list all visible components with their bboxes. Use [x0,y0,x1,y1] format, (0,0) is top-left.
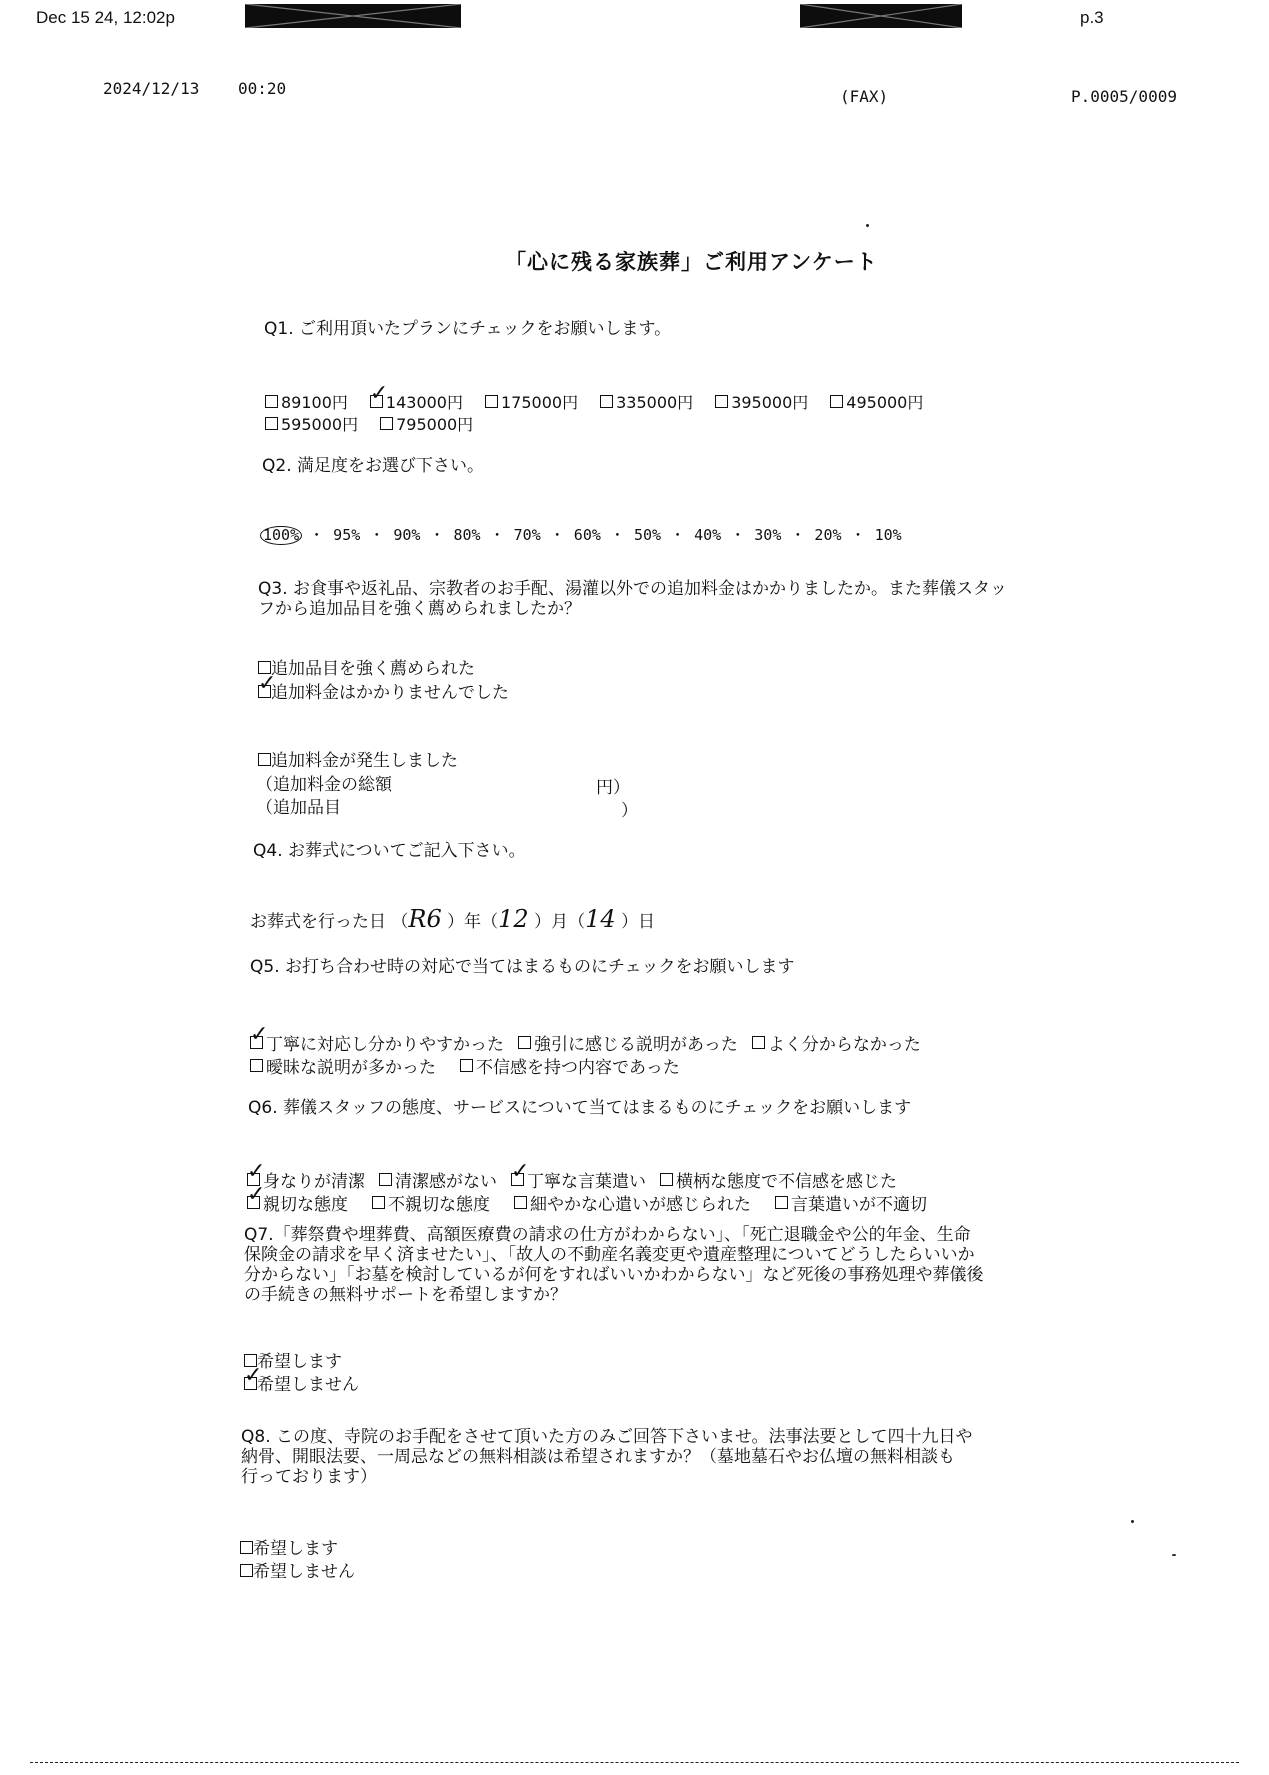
plan-option[interactable]: ✓ 143000円 [370,390,463,413]
plan-option[interactable]: 335000円 [600,390,693,413]
q6-option[interactable]: ✓ 丁寧な言葉遣い [511,1167,646,1192]
checkbox[interactable] [265,417,278,430]
checkbox[interactable] [258,753,271,766]
plan-option[interactable]: 795000円 [380,412,473,435]
q2-question: Q2. 満足度をお選び下さい。 [262,456,485,476]
q6-option[interactable]: 細やかな心遣いが感じられた [514,1190,751,1215]
q3-option-recommended[interactable]: 追加品目を強く薦められた [258,660,475,680]
q6-question: Q6. 葬儀スタッフの態度、サービスについて当てはまるものにチェックをお願いします [248,1098,912,1118]
checkbox-checked[interactable] [244,1377,257,1390]
q3-option-extra-fee[interactable]: 追加料金が発生しました [258,752,458,772]
survey-title: 「心に残る家族葬」ご利用アンケート [505,250,878,274]
q8-question-line-1: Q8. この度、寺院のお手配をさせて頂いた方のみご回答下さいませ。法事法要として四十九日や [241,1427,973,1447]
q8-question-line-2: 納骨、開眼法要、一周忌などの無料相談は希望されますか？（墓地墓石やお仏壇の無料相談も [241,1447,955,1467]
q6-options-row-1 [247,1167,897,1192]
sender-time: 00:20 [238,79,287,98]
q4-funeral-date: お葬式を行った日 （R6 ）年（12 ）月（14 ）日 [250,905,656,933]
checkbox[interactable] [460,1059,473,1072]
q5-option[interactable]: 不信感を持つ内容であった [460,1053,680,1078]
checkbox[interactable] [380,417,393,430]
satisfaction-other-options[interactable]: ・ 95% ・ 90% ・ 80% ・ 70% ・ 60% ・ 50% ・ 40% ・ 30% ・ 20% ・ 10% [309,526,902,544]
checkbox[interactable] [600,395,613,408]
q6-option[interactable]: ✓ 親切な態度 [247,1190,348,1215]
plan-option[interactable]: 89100円 [265,390,348,413]
checkbox-checked[interactable] [258,685,271,698]
checkbox[interactable] [715,395,728,408]
handwritten-month[interactable]: 12 [498,905,529,933]
q5-option[interactable]: 曖昧な説明が多かった [250,1053,436,1078]
handwritten-year[interactable]: R6 [408,905,442,933]
q5-option[interactable]: 強引に感じる説明があった [518,1030,738,1055]
q7-question-line-4: の手続きの無料サポートを希望しますか？ [244,1285,567,1305]
q7-question-line-3: 分からない」「お墓を検討しているが何をすればいいかわからない」など死後の事務処理や葬儀後 [244,1265,984,1285]
checkbox-checked[interactable] [250,1036,263,1049]
q6-option[interactable]: ✓ 身なりが清潔 [247,1167,365,1192]
q5-options-row-1 [250,1030,921,1055]
fax-received-timestamp: Dec 15 24, 12:02p [36,8,175,27]
checkbox[interactable] [518,1036,531,1049]
q3-items-close: ） [621,801,638,821]
q3-option-no-extra-fee[interactable]: ✓追加料金はかかりませんでした [258,684,509,704]
checkbox[interactable] [752,1036,765,1049]
handwritten-day[interactable]: 14 [585,905,616,933]
q1-plan-row-2 [265,412,473,435]
speck [1172,1554,1176,1556]
redaction-block-right [800,4,962,28]
plan-option[interactable]: 495000円 [830,390,923,413]
q8-option-not-want[interactable]: 希望しません [240,1563,355,1583]
sender-page: P.0005/0009 [1071,87,1177,106]
checkbox[interactable] [379,1173,392,1186]
q6-options-row-2 [247,1190,927,1215]
checkbox[interactable] [830,395,843,408]
checkbox[interactable] [250,1059,263,1072]
checkbox[interactable] [372,1196,385,1209]
q1-plan-row-1 [265,390,923,413]
q5-options-row-2 [250,1053,680,1078]
sender-date: 2024/12/13 [103,79,200,98]
q6-option[interactable]: 清潔感がない [379,1167,497,1192]
q3-total-unit: 円） [596,778,630,798]
plan-option[interactable]: 595000円 [265,412,358,435]
q1-question: Q1. ご利用頂いたプランにチェックをお願いします。 [264,319,672,339]
q4-question: Q4. お葬式についてご記入下さい。 [253,841,526,861]
checkbox[interactable] [514,1196,527,1209]
q3-question-line-2: フから追加品目を強く薦められましたか？ [258,599,581,619]
q6-option[interactable]: 横柄な態度で不信感を感じた [660,1167,897,1192]
q5-option[interactable]: ✓ 丁寧に対応し分かりやすかった [250,1030,504,1055]
speck [1131,1520,1134,1523]
q8-option-want[interactable]: 希望します [240,1540,338,1560]
checkbox[interactable] [660,1173,673,1186]
q8-question-line-3: 行っております） [241,1467,377,1487]
redaction-block-left [245,4,461,28]
fax-bottom-edge-line [30,1762,1239,1763]
checkbox[interactable] [775,1196,788,1209]
q6-option[interactable]: 不親切な態度 [372,1190,490,1215]
checkbox-checked[interactable] [370,395,383,408]
q5-option[interactable]: よく分からなかった [752,1030,921,1055]
checkbox[interactable] [265,395,278,408]
q7-option-want[interactable]: 希望します [244,1353,342,1373]
speck [866,224,869,227]
plan-option[interactable]: 395000円 [715,390,808,413]
q7-question-line-2: 保険金の請求を早く済ませたい」、「故人の不動産名義変更や遺産整理についてどうしたらいいか [244,1245,975,1265]
fax-page-number: p.3 [1080,8,1104,27]
q3-question-line-1: Q3. お食事や返礼品、宗教者のお手配、湯灌以外での追加料金はかかりましたか。また葬儀スタッ [258,579,1008,599]
q7-option-not-want[interactable]: ✓希望しません [244,1376,359,1396]
q7-question-line-1: Q7.「葬祭費や埋葬費、高額医療費の請求の仕方がわからない」、「死亡退職金や公的年金、生命 [244,1225,971,1245]
selected-satisfaction-circle[interactable]: 100% [260,526,302,545]
checkbox-checked[interactable] [511,1173,524,1186]
checkbox-checked[interactable] [247,1196,260,1209]
checkbox[interactable] [240,1541,253,1554]
q5-question: Q5. お打ち合わせ時の対応で当てはまるものにチェックをお願いします [250,957,795,977]
q2-satisfaction-scale [262,527,902,544]
q3-total-label: （追加料金の総額 [256,775,392,795]
q6-option[interactable]: 言葉遣いが不適切 [775,1190,927,1215]
plan-option[interactable]: 175000円 [485,390,578,413]
checkbox[interactable] [240,1564,253,1577]
q3-items-label: （追加品目 [256,798,341,818]
checkbox[interactable] [485,395,498,408]
sender-mode: (FAX) [840,87,889,106]
